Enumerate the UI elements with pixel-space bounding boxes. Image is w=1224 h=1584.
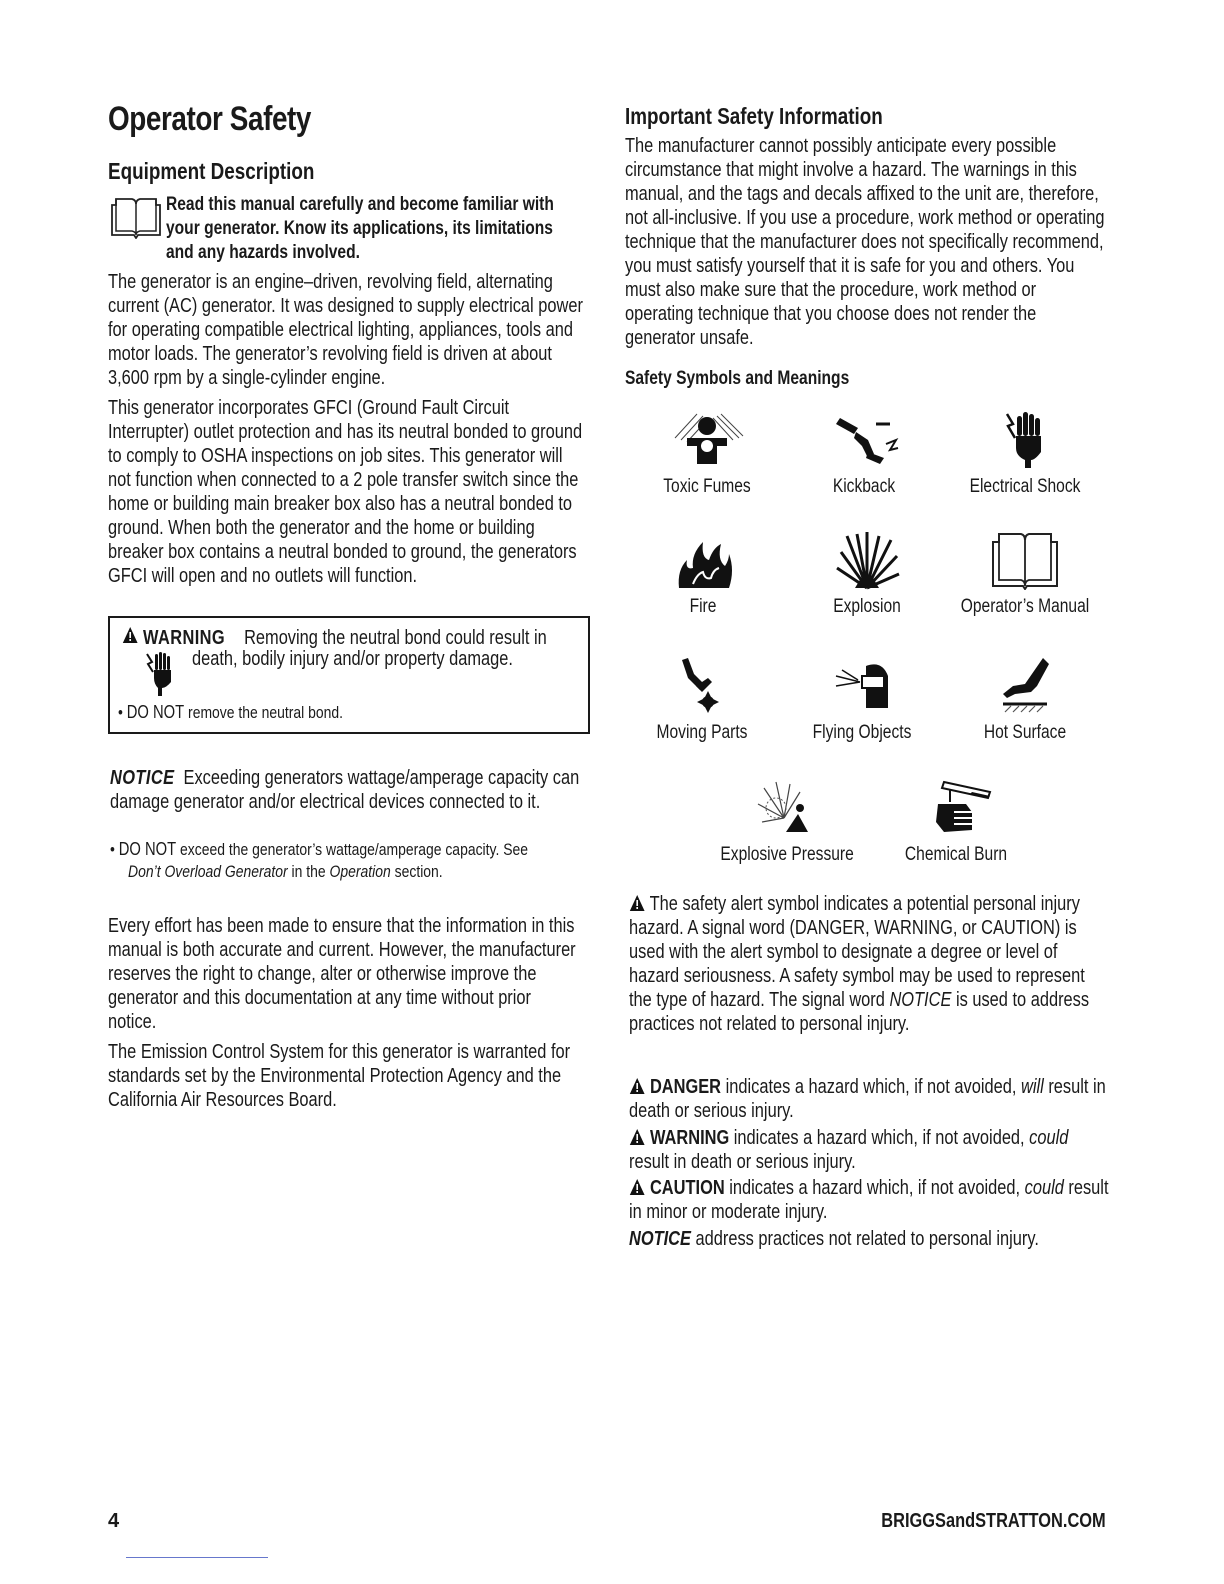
- warning-bullet-text: remove the neutral bond.: [188, 703, 344, 722]
- symbol-label: Explosion: [833, 596, 901, 617]
- symbol-label: Kickback: [832, 476, 896, 497]
- symbol-chemical-burn: [876, 778, 1036, 866]
- notice-bullet-text: exceed the generator’s wattage/amperage capacity. See: [180, 840, 528, 859]
- warning-definition: [629, 1126, 1109, 1174]
- operators-manual-icon: [985, 530, 1065, 590]
- electrical-shock-icon: [985, 410, 1065, 470]
- danger-pre: indicates a hazard which, if not avoided,: [725, 1076, 1017, 1098]
- warning-label: WARNING: [142, 627, 226, 649]
- emission-paragraph: The Emission Control System for this generator is warranted for standards set by the Environmental Protection Agency and the California Air Resources Board.: [108, 1041, 571, 1111]
- notice-bullet: • DO NOT exceed the generator’s wattage/amperage capacity. See Don’t Overload Generator in the Operation section.: [110, 839, 528, 881]
- symbol-label: Chemical Burn: [904, 844, 1008, 865]
- notice-bullet-lead: DO NOT: [118, 839, 177, 859]
- footer-website: BRIGGSandSTRATTON.COM: [881, 1510, 1106, 1532]
- danger-definition: [629, 1075, 1109, 1123]
- warning-text-line-1: Removing the neutral bond could result in: [244, 627, 547, 649]
- symbol-operators-manual: [945, 530, 1105, 618]
- symbol-explosion: [787, 530, 947, 618]
- symbol-label: Flying Objects: [812, 722, 912, 743]
- danger-word: DANGER: [649, 1076, 722, 1098]
- effort-paragraph: Every effort has been made to ensure that the information in this manual is both accurate and current. However, the manufacturer reserves the right to change, alter or otherwise improve the generator and this documentation at any time without prior notice.: [108, 915, 576, 1033]
- page-number: 4: [108, 1510, 120, 1532]
- symbol-moving-parts: [622, 656, 782, 744]
- notice-link-text: Don’t Overload Generator: [128, 862, 288, 881]
- caution-post: result in minor or moderate injury.: [629, 1177, 1109, 1223]
- symbol-kickback: [784, 410, 944, 498]
- equipment-paragraph-2: This generator incorporates GFCI (Ground Fault Circuit Interrupter) outlet protection and has its neutral bonded to ground to comply to OSHA inspections on job sites. This generator will not function when connected to a 2 pole transfer switch since the home or building main breaker box also has a neutral bonded to ground. When both the generator and the home or building breaker box contains a neutral bonded to ground, the generators GFCI will open and no outlets will function.: [108, 397, 583, 587]
- symbol-label: Hot Surface: [983, 722, 1067, 743]
- notice-label: NOTICE: [110, 767, 175, 789]
- symbol-explosive-pressure: [706, 778, 866, 866]
- alert-intro-tail: is used to address practices not related to personal injury.: [629, 989, 1090, 1035]
- notice-definition: [629, 1227, 1109, 1251]
- footer-rule: [126, 1557, 268, 1558]
- notice-def-text: address practices not related to personal injury.: [695, 1228, 1039, 1250]
- toxic-fumes-icon: [667, 410, 747, 470]
- symbol-label: Moving Parts: [656, 722, 748, 743]
- symbol-label: Fire: [689, 596, 717, 617]
- alert-intro-notice-word: NOTICE: [889, 989, 952, 1011]
- moving-parts-icon: [662, 656, 742, 716]
- explosive-pressure-icon: [746, 778, 826, 838]
- flying-objects-icon: [822, 656, 902, 716]
- explosion-icon: [827, 530, 907, 590]
- alert-triangle-icon: [629, 1077, 645, 1095]
- caution-emphasis: could: [1024, 1177, 1064, 1199]
- symbols-heading: Safety Symbols and Meanings: [625, 368, 850, 389]
- symbol-toxic-fumes: [627, 410, 787, 498]
- hot-surface-icon: [985, 656, 1065, 716]
- warning-word: WARNING: [649, 1127, 730, 1149]
- alert-intro-paragraph: [629, 892, 1109, 1036]
- warning-pre: indicates a hazard which, if not avoided,: [733, 1127, 1025, 1149]
- caution-word: CAUTION: [649, 1177, 725, 1199]
- symbol-hot-surface: [945, 656, 1105, 744]
- symbol-label: Electrical Shock: [969, 476, 1081, 497]
- caution-definition: [629, 1176, 1109, 1224]
- warning-emphasis: could: [1029, 1127, 1069, 1149]
- alert-triangle-icon: [629, 894, 645, 912]
- warning-bullet-lead: DO NOT: [126, 702, 185, 722]
- alert-triangle-icon: [122, 626, 138, 650]
- equipment-heading: Equipment Description: [108, 158, 315, 184]
- symbol-label: Toxic Fumes: [663, 476, 751, 497]
- symbol-electrical-shock: [945, 410, 1105, 498]
- symbol-fire: [623, 530, 783, 618]
- symbol-flying-objects: [782, 656, 942, 744]
- caution-pre: indicates a hazard which, if not avoided,: [729, 1177, 1021, 1199]
- important-paragraph: The manufacturer cannot possibly anticipate every possible circumstance that might involve a hazard. The warnings in this manual, and the tags and decals affixed to the unit are, therefore, not all-inclusive. If you use a procedure, work method or operating technique that the manufacturer does not specifically recommend, you must satisfy yourself that it is safe for you and others. You must also make sure that the procedure, work method or operating technique that you choose does not render the generator unsafe.: [625, 135, 1105, 349]
- symbol-label: Operator’s Manual: [960, 596, 1090, 617]
- symbol-label: Explosive Pressure: [720, 844, 854, 865]
- chemical-burn-icon: [916, 778, 996, 838]
- notice-bullet-mid: in the: [291, 862, 326, 881]
- alert-triangle-icon: [629, 1178, 645, 1196]
- important-heading: Important Safety Information: [625, 103, 883, 129]
- operators-manual-icon: [110, 197, 162, 244]
- fire-icon: [663, 530, 743, 590]
- notice-text: Exceeding generators wattage/amperage capacity can damage generator and/or electrical devices connected to it.: [110, 767, 580, 813]
- equipment-intro: Read this manual carefully and become familiar with your generator. Know its applications, its limitations and any hazards involved.: [166, 194, 554, 263]
- danger-post: result in death or serious injury.: [629, 1076, 1106, 1122]
- notice-def-word: NOTICE: [629, 1228, 691, 1250]
- alert-intro-text: The safety alert symbol indicates a potential personal injury hazard. A signal word (DANGER, WARNING, or CAUTION) is used with the alert symbol to designate a degree or level of hazard seriousness. A safety symbol may be used to represent the type of hazard. The signal word: [629, 893, 1085, 1011]
- notice-paragraph: [110, 766, 586, 814]
- warning-post: result in death or serious injury.: [629, 1151, 856, 1173]
- warning-text-line-2: death, bodily injury and/or property damage.: [192, 648, 513, 670]
- kickback-icon: [824, 410, 904, 470]
- danger-emphasis: will: [1020, 1076, 1044, 1098]
- page-title: Operator Safety: [108, 100, 312, 138]
- equipment-paragraph-1: The generator is an engine–driven, revolving field, alternating current (AC) generator. It was designed to supply electrical power for operating compatible electrical lighting, appliances, tools and motor loads. The generator’s revolving field is driven at about 3,600 rpm by a single-cylinder engine.: [108, 271, 583, 389]
- notice-bullet-tail: section.: [394, 862, 443, 881]
- notice-section-ref: Operation: [329, 862, 391, 881]
- warning-box: WARNING Removing the neutral bond could result in death, bodily injury and/or property damage. • DO NOT remove the neutral bond.: [108, 616, 590, 734]
- alert-triangle-icon: [629, 1128, 645, 1146]
- electrical-shock-icon: [144, 650, 174, 703]
